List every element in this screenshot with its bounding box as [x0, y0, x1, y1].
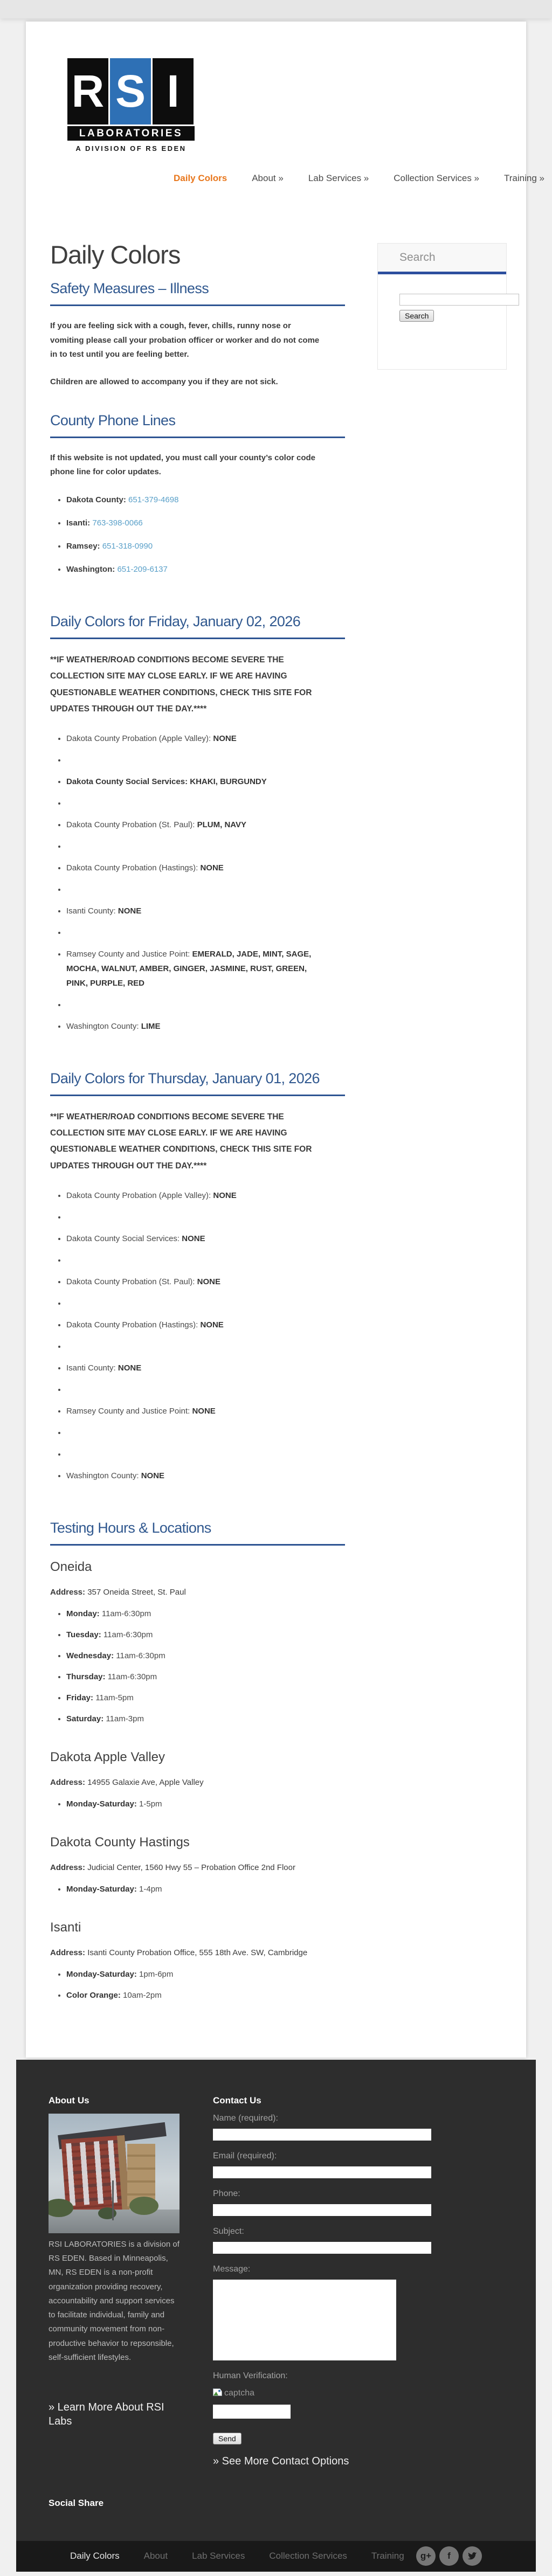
footer-nav-item[interactable]: Training [371, 2551, 404, 2561]
color-list-item [66, 818, 322, 832]
location-address [50, 1588, 345, 1597]
location-address [50, 1948, 345, 1957]
color-value: NONE [141, 1471, 165, 1480]
color-list-item [66, 998, 322, 1012]
color-value: NONE [118, 906, 142, 916]
page-top-band [0, 0, 552, 18]
search-widget-title: Search [399, 251, 436, 264]
time-value: 11am-3pm [106, 1714, 144, 1723]
address-value: Judicial Center, 1560 Hwy 55 – Probation Office 2nd Floor [87, 1862, 295, 1872]
color-list-item [66, 1019, 322, 1034]
site-label: Ramsey County and Justice Point: [66, 1406, 192, 1416]
location-address [50, 1778, 345, 1787]
hours-item [66, 1988, 322, 2003]
rsi-logo [67, 58, 195, 153]
time-value: 1pm-6pm [139, 1969, 174, 1979]
day-label: Monday-Saturday: [66, 1799, 137, 1809]
friday-weather-warning: **IF WEATHER/ROAD CONDITIONS BECOME SEVERE THE COLLECTION SITE MAY CLOSE EARLY. IF WE ARE HAVING QUESTIONABLE WEATHER CONDITIONS, CHECK THIS SITE FOR UPDATES THROUGH OUT THE DAY.**** [50, 655, 312, 714]
lamp-post [112, 2180, 114, 2220]
color-value: NONE [197, 1277, 220, 1286]
logo-letter-s: S [110, 58, 151, 124]
color-value: PLUM, NAVY [197, 820, 247, 829]
location-name-isanti: Isanti [50, 1920, 81, 1935]
color-list-item [66, 925, 322, 940]
main-column [50, 238, 345, 2009]
color-value: NONE [200, 863, 224, 872]
color-list-item [66, 753, 322, 767]
location-name-oneida: Oneida [50, 1559, 92, 1574]
day-label: Friday: [66, 1693, 94, 1702]
thursday-colors-heading: Daily Colors for Thursday, January 01, 2026 [50, 1070, 345, 1096]
learn-more-link[interactable]: » Learn More About RSI Labs [49, 2401, 164, 2428]
site-label: Ramsey County and Justice Point: [66, 950, 192, 959]
see-more-contact-options-link[interactable]: » See More Contact Options [213, 2455, 349, 2467]
day-label: Thursday: [66, 1672, 106, 1681]
site-label: Isanti County: [66, 906, 118, 916]
county-label: Dakota County: [66, 495, 126, 505]
site-label: Dakota County Probation (Hastings): [66, 1320, 201, 1329]
day-label: Monday-Saturday: [66, 1884, 137, 1894]
captcha-alt-text: captcha [224, 2388, 255, 2398]
safety-paragraph-1: If you are feeling sick with a cough, fever, chills, runny nose or vomiting please call your probation officer or worker and do not come in to test until you are feeling better. [50, 321, 320, 359]
social-share-heading: Social Share [49, 2497, 104, 2508]
color-list-item [66, 1296, 322, 1311]
color-value: NONE [118, 1363, 142, 1373]
foliage [129, 2197, 158, 2215]
color-value: EMERALD, JADE, MINT, SAGE, MOCHA, WALNUT, AMBER, GINGER, JASMINE, RUST, GREEN, PINK, PURPLE, RED [66, 950, 312, 988]
site-label: Dakota County Social Services: [66, 1234, 182, 1243]
hours-item [66, 1712, 322, 1726]
location-address [50, 1863, 345, 1872]
site-label: Washington County: [66, 1022, 141, 1031]
time-value: 11am-6:30pm [103, 1630, 153, 1639]
safety-heading: Safety Measures – Illness [50, 280, 345, 306]
time-value: 10am-2pm [123, 1990, 162, 2000]
color-list-item [66, 1339, 322, 1354]
footer-about-column [49, 2095, 183, 2468]
oneida-hours-list [50, 1606, 322, 1726]
twitter-bird-icon [467, 2551, 477, 2561]
site-label: Dakota County Probation (Apple Valley): [66, 1190, 213, 1200]
phone-link[interactable]: 651-318-0990 [102, 542, 153, 551]
time-value: 11am-5pm [95, 1693, 134, 1702]
site-header [26, 22, 544, 238]
county-label: Washington: [66, 565, 115, 574]
color-list-item [66, 1253, 322, 1268]
footer-bottom-bar [16, 2541, 536, 2572]
address-value: 357 Oneida Street, St. Paul [87, 1587, 186, 1597]
phone-line-item [66, 562, 322, 577]
phone-lines-intro: If this website is not updated, you must call your county’s color code phone line for color updates. [50, 453, 316, 477]
color-list-item [66, 1404, 322, 1418]
site-label: Dakota County Probation (Hastings): [66, 863, 201, 872]
day-label: Monday: [66, 1609, 100, 1618]
site-label: Dakota County Probation (St. Paul): [66, 1277, 197, 1286]
search-button[interactable]: Search [399, 310, 434, 322]
color-value: NONE [213, 734, 237, 743]
color-list-item [66, 861, 322, 875]
phone-link[interactable]: 763-398-0066 [92, 518, 143, 528]
friday-colors-heading: Daily Colors for Friday, January 02, 2026 [50, 613, 345, 639]
phone-lines-list [50, 493, 322, 577]
content-area [26, 238, 526, 2009]
sidebar [377, 238, 507, 2009]
message-field[interactable] [213, 2280, 396, 2360]
time-value: 11am-6:30pm [101, 1609, 151, 1618]
social-icons [416, 2546, 482, 2566]
send-button[interactable]: Send [213, 2433, 242, 2445]
color-list-item [66, 839, 322, 854]
google-plus-icon[interactable]: g+ [416, 2546, 436, 2566]
subject-field[interactable] [213, 2242, 431, 2254]
about-us-heading: About Us [49, 2095, 89, 2106]
address-value: 14955 Galaxie Ave, Apple Valley [87, 1777, 204, 1787]
logo-letter-i: I [153, 58, 194, 124]
message-field-label: Message: [213, 2264, 251, 2274]
location-name-dakota-county-hastings: Dakota County Hastings [50, 1834, 190, 1850]
footer-nav-item[interactable]: About [143, 2551, 168, 2561]
search-input[interactable] [399, 294, 519, 306]
hours-item [66, 1628, 322, 1642]
address-label: Address: [50, 1862, 86, 1872]
county-label: Isanti: [66, 518, 91, 528]
captcha-row [213, 2388, 450, 2398]
color-list-item [66, 1447, 322, 1462]
hours-item [66, 1606, 322, 1621]
name-field[interactable] [213, 2129, 431, 2141]
site-label: Dakota County Social Services: [66, 777, 190, 786]
page-card [26, 22, 544, 2058]
thursday-weather-warning: **IF WEATHER/ROAD CONDITIONS BECOME SEVERE THE COLLECTION SITE MAY CLOSE EARLY. IF WE ARE HAVING QUESTIONABLE WEATHER CONDITIONS, CHECK THIS SITE FOR UPDATES THROUGH OUT THE DAY.**** [50, 1112, 312, 1171]
phone-field[interactable] [213, 2204, 431, 2216]
day-label: Saturday: [66, 1714, 104, 1723]
logo-laboratories-bar: LABORATORIES [67, 126, 195, 141]
about-us-text: RSI LABORATORIES is a division of RS EDEN. Based in Minneapolis, MN, RS EDEN is a non-profit organization providing recovery, accountability and support services to facilitate individual, family and community movement from non-productive behavior to repsonsible, self-sufficient lifestyles. [49, 2239, 180, 2362]
twitter-icon[interactable] [463, 2546, 482, 2566]
address-label: Address: [50, 1587, 86, 1597]
nav-item[interactable]: Daily Colors [174, 173, 227, 183]
color-list-item [66, 1231, 322, 1246]
color-list-item [66, 731, 322, 746]
color-list-item [66, 882, 322, 897]
safety-paragraph-2: Children are allowed to accompany you if they are not sick. [50, 377, 278, 387]
hours-item [66, 1649, 322, 1663]
friday-colors-list [50, 731, 322, 1034]
isanti-hours-list [50, 1967, 322, 2003]
search-widget-header [378, 244, 506, 274]
apple-valley-hours-list [50, 1797, 322, 1811]
color-value: NONE [192, 1406, 216, 1416]
phone-line-item [66, 493, 322, 507]
color-list-item [66, 1188, 322, 1203]
color-value: NONE [213, 1190, 237, 1200]
color-list-item [66, 1210, 322, 1224]
phone-field-label: Phone: [213, 2189, 240, 2198]
name-field-label: Name (required): [213, 2113, 278, 2123]
color-list-item [66, 1425, 322, 1440]
site-label: Dakota County Probation (Apple Valley): [66, 734, 213, 743]
site-label: Dakota County Probation (St. Paul): [66, 820, 197, 829]
color-list-item [66, 774, 322, 789]
color-list-item [66, 796, 322, 811]
hours-item [66, 1691, 322, 1705]
broken-image-icon [213, 2388, 222, 2398]
time-value: 11am-6:30pm [107, 1672, 157, 1681]
subject-field-label: Subject: [213, 2226, 244, 2236]
color-list-item [66, 947, 322, 991]
search-widget [377, 243, 507, 370]
day-label: Tuesday: [66, 1630, 101, 1639]
color-value: NONE [182, 1234, 205, 1243]
hours-item [66, 1670, 322, 1684]
nav-item[interactable]: Training » [504, 173, 544, 183]
human-verification-label: Human Verification: [213, 2371, 288, 2380]
testing-hours-heading: Testing Hours & Locations [50, 1520, 345, 1546]
time-value: 11am-6:30pm [116, 1651, 165, 1660]
search-widget-body [378, 274, 506, 322]
nav-item[interactable]: About » [252, 173, 284, 183]
location-name-dakota-apple-valley: Dakota Apple Valley [50, 1749, 165, 1764]
building-photo [49, 2114, 180, 2233]
time-value: 1-4pm [139, 1884, 162, 1894]
day-label: Wednesday: [66, 1651, 114, 1660]
page-title: Daily Colors [50, 240, 181, 269]
time-value: 1-5pm [139, 1799, 162, 1809]
color-list-item [66, 1361, 322, 1375]
hours-item [66, 1967, 322, 1982]
county-label: Ramsey: [66, 542, 100, 551]
color-value: LIME [141, 1022, 161, 1031]
main-nav [174, 173, 544, 238]
hastings-hours-list [50, 1882, 322, 1896]
color-value: NONE [200, 1320, 224, 1329]
nav-item[interactable]: Collection Services » [394, 173, 480, 183]
site-label: Isanti County: [66, 1363, 118, 1373]
hours-item [66, 1882, 322, 1896]
color-list-item [66, 1275, 322, 1289]
site-label: Washington County: [66, 1471, 141, 1480]
color-list-item [66, 1318, 322, 1332]
color-value: KHAKI, BURGUNDY [190, 777, 267, 786]
site-footer [16, 2060, 536, 2541]
logo-letter-blocks [67, 58, 195, 124]
facebook-icon[interactable]: f [439, 2546, 459, 2566]
email-field-label: Email (required): [213, 2151, 277, 2160]
color-list-item [66, 1382, 322, 1397]
page-bottom-strip [0, 2572, 552, 2576]
thursday-colors-list [50, 1188, 322, 1483]
footer-nav-item[interactable]: Collection Services [269, 2551, 347, 2561]
logo-tagline: A DIVISION OF RS EDEN [75, 144, 187, 153]
phone-link[interactable]: 651-209-6137 [117, 565, 168, 574]
footer-contact-column [213, 2095, 450, 2468]
footer-nav-item[interactable]: Lab Services [192, 2551, 245, 2561]
address-label: Address: [50, 1948, 86, 1957]
footer-nav-item[interactable]: Daily Colors [70, 2551, 120, 2561]
footer-nav [70, 2551, 416, 2561]
county-phone-lines-heading: County Phone Lines [50, 412, 345, 438]
contact-us-heading: Contact Us [213, 2095, 261, 2106]
logo-letter-r: R [67, 58, 108, 124]
nav-item[interactable]: Lab Services » [308, 173, 369, 183]
email-field[interactable] [213, 2166, 431, 2178]
footer-columns [49, 2095, 536, 2468]
hours-item [66, 1797, 322, 1811]
address-value: Isanti County Probation Office, 555 18th Ave. SW, Cambridge [87, 1948, 308, 1957]
captcha-input[interactable] [213, 2405, 291, 2419]
phone-line-item [66, 516, 322, 530]
phone-link[interactable]: 651-379-4698 [128, 495, 179, 505]
color-list-item [66, 1469, 322, 1483]
day-label: Color Orange: [66, 1990, 121, 2000]
day-label: Monday-Saturday: [66, 1969, 137, 1979]
address-label: Address: [50, 1777, 86, 1787]
phone-line-item [66, 539, 322, 553]
color-list-item [66, 904, 322, 918]
